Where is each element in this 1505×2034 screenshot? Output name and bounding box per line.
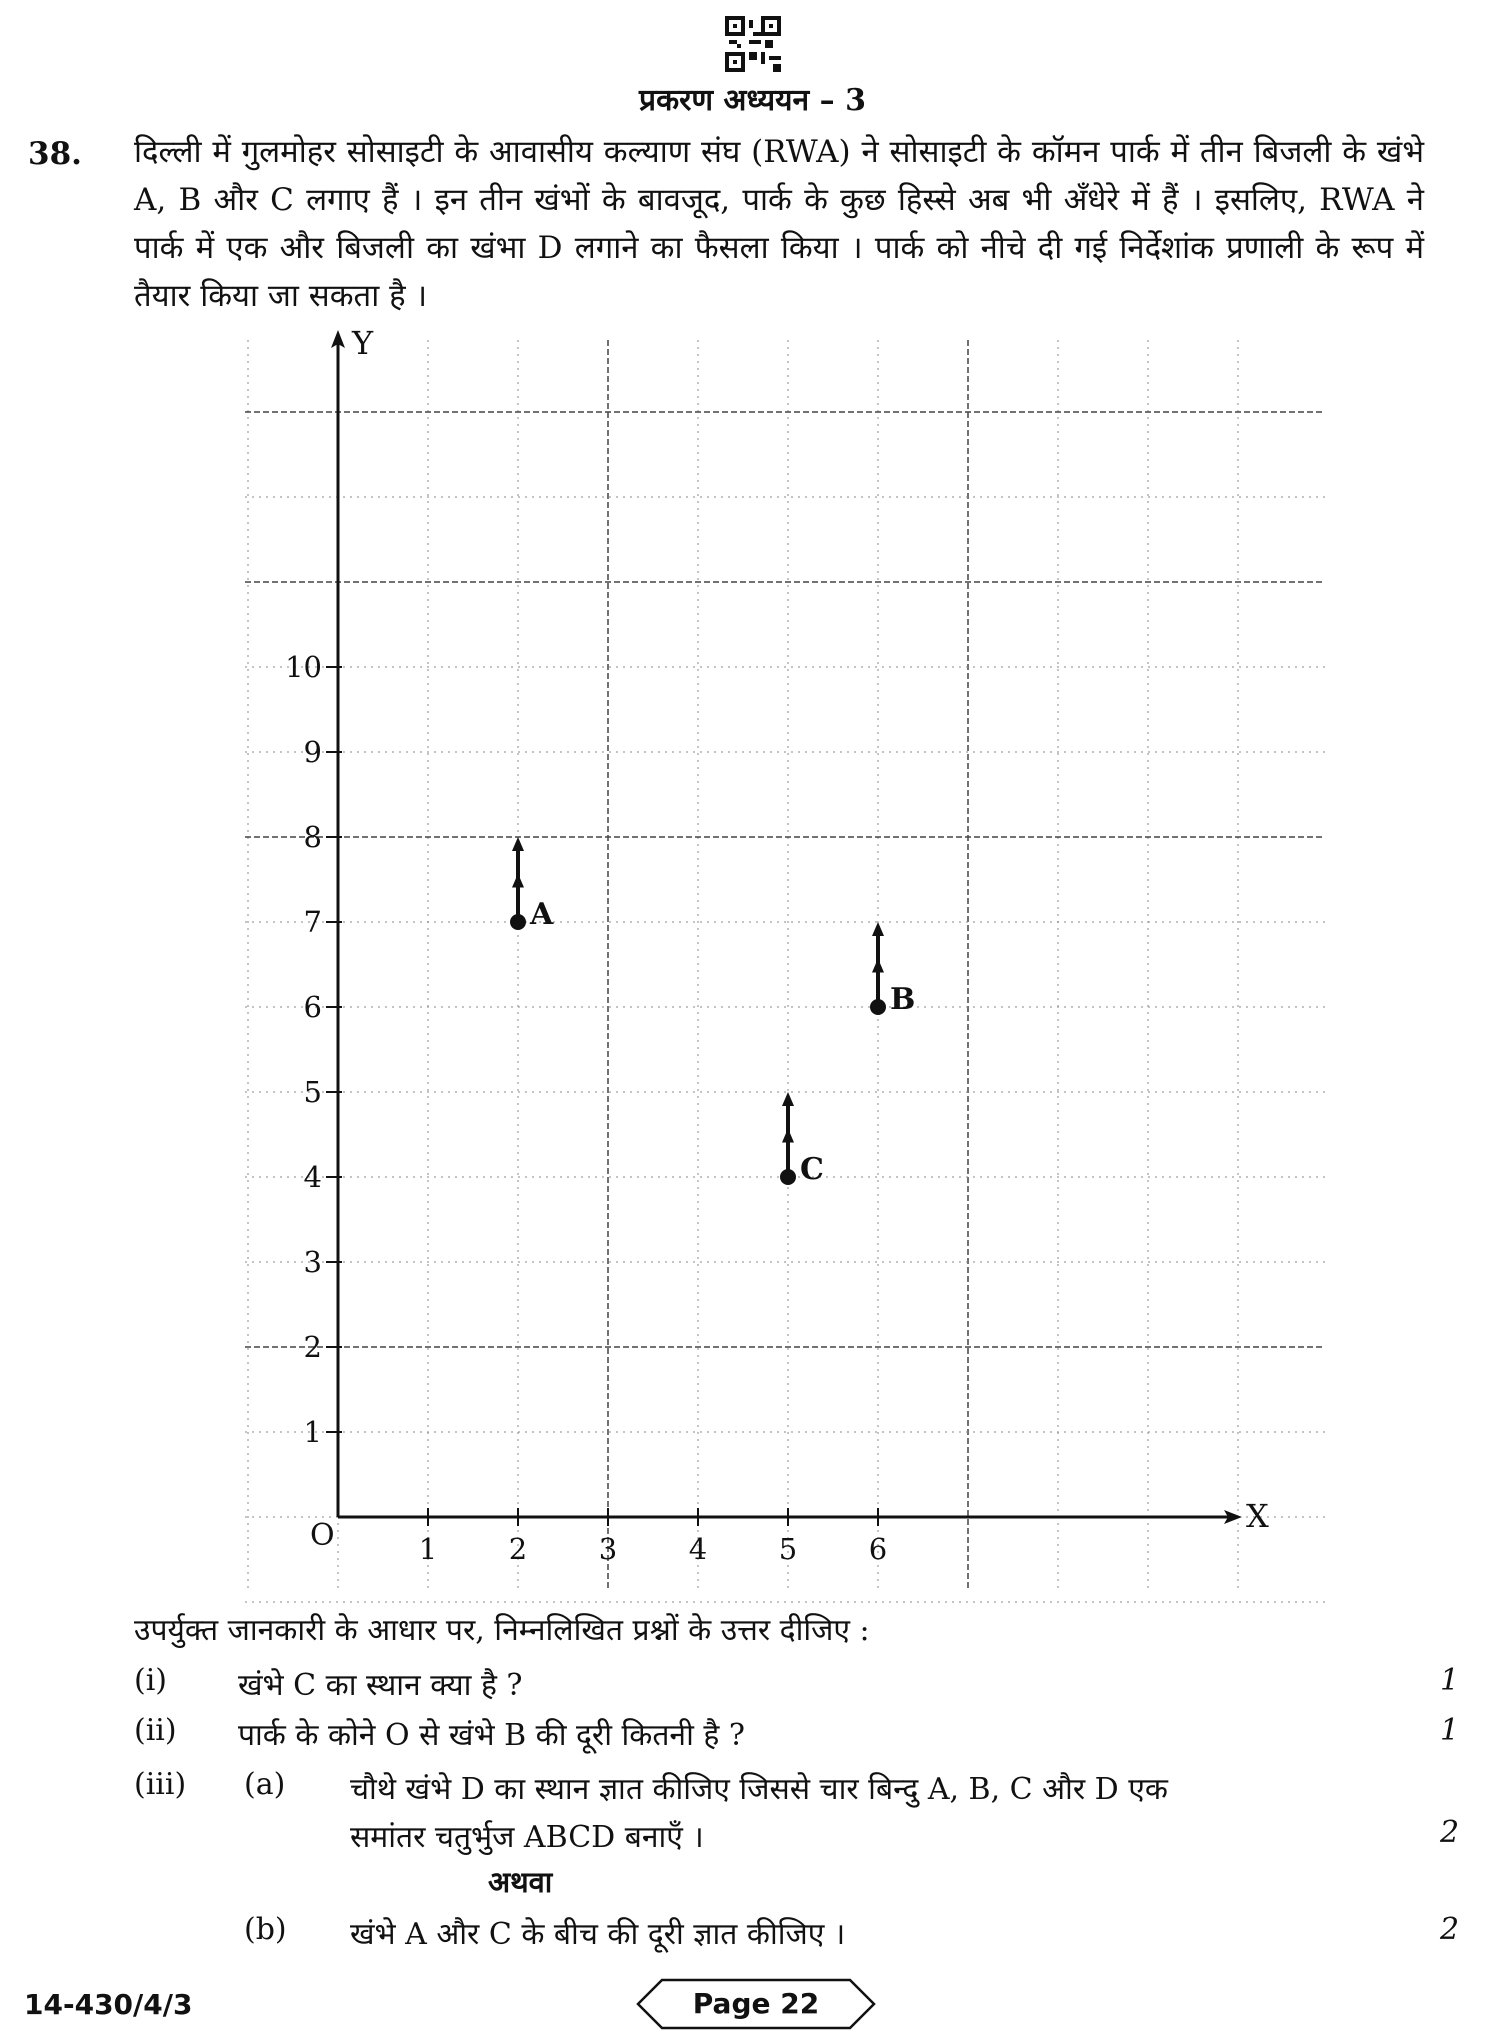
y-tick-label: 9 [303, 735, 322, 769]
marks-part-iii-a: 2 [1440, 1815, 1460, 1850]
x-tick-label: 6 [868, 1532, 888, 1566]
part-text: खंभे A और C के बीच की दूरी ज्ञात कीजिए । [350, 1917, 846, 1952]
graph-ticks [285, 650, 887, 1566]
x-tick-label: 2 [508, 1532, 528, 1566]
y-tick-label: 3 [303, 1245, 322, 1279]
part-text: पार्क के कोने O से खंभे B की दूरी कितनी है ? [238, 1718, 745, 1753]
part-text: चौथे खंभे D का स्थान ज्ञात कीजिए जिससे चार बिन्दु A, B, C और D एक [350, 1772, 1168, 1807]
pole-arrow-icon [512, 874, 524, 888]
paper-code: 14-430/4/3 [24, 1988, 193, 2021]
pole-arrow-icon [872, 959, 884, 973]
graph-grid [245, 340, 1325, 1602]
x-axis-label: X [1246, 1497, 1269, 1535]
point-label: B [890, 982, 916, 1017]
question-number: 38. [28, 136, 82, 172]
marks-part-i: 1 [1440, 1663, 1460, 1698]
question-intro: दिल्ली में गुलमोहर सोसाइटी के आवासीय कल्याण संघ (RWA) ने सोसाइटी के कॉमन पार्क में तीन बिजली के खंभे A, B और C लगाए हैं । इन तीन खंभों के बावजूद, पार्क के कुछ हिस्से अब भी अँधेरे में हैं । इसलिए, RWA ने पार्क में एक और बिजली का खंभा D लगाने का फैसला किया । पार्क को नीचे दी गई निर्देशांक प्रणाली के रूप में तैयार किया जा सकता है । [134, 134, 1424, 314]
y-tick-label: 6 [303, 990, 322, 1024]
point-label: A [530, 897, 554, 932]
marks-part-iii-b: 2 [1440, 1912, 1460, 1947]
graph-points [510, 837, 915, 1187]
question-prompt: उपर्युक्त जानकारी के आधार पर, निम्नलिखित प्रश्नों के उत्तर दीजिए : [134, 1613, 870, 1648]
sub-part-label: (a) [244, 1767, 286, 1802]
point-marker [780, 1169, 796, 1185]
origin-label: O [310, 1518, 335, 1553]
part-text: खंभे C का स्थान क्या है ? [238, 1668, 523, 1703]
pole-arrow-icon [782, 1129, 794, 1143]
x-tick-label: 3 [598, 1532, 618, 1566]
point-label: C [800, 1152, 824, 1187]
marks-part-ii: 1 [1440, 1713, 1460, 1748]
y-tick-label: 1 [303, 1415, 322, 1449]
point-marker [870, 999, 886, 1015]
sub-part-label: (b) [244, 1912, 287, 1947]
light-pole-c [780, 1092, 824, 1187]
y-tick-label: 8 [303, 820, 322, 854]
case-study-title: प्रकरण अध्ययन – 3 [639, 83, 866, 118]
pole-arrow-icon [512, 837, 524, 851]
part-text-continued: समांतर चतुर्भुज ABCD बनाएँ । [350, 1820, 704, 1855]
light-pole-b [870, 922, 915, 1017]
y-axis-label: Y [352, 330, 374, 362]
x-tick-label: 4 [688, 1532, 708, 1566]
pole-arrow-icon [782, 1092, 794, 1106]
y-tick-label: 4 [303, 1160, 322, 1194]
y-tick-label: 7 [303, 905, 322, 939]
y-tick-label: 10 [285, 650, 322, 684]
graph-axes [310, 330, 1269, 1553]
x-tick-label: 5 [778, 1532, 798, 1566]
y-tick-label: 2 [303, 1330, 322, 1364]
or-label: अथवा [488, 1865, 553, 1899]
pole-arrow-icon [872, 922, 884, 936]
light-pole-a [510, 837, 554, 932]
page-number: Page 22 [692, 1987, 820, 2020]
coordinate-graph [220, 330, 1340, 1610]
qr-code-icon [725, 16, 781, 72]
x-tick-label: 1 [418, 1532, 438, 1566]
part-label: (ii) [134, 1713, 177, 1748]
y-tick-label: 5 [303, 1075, 322, 1109]
part-label: (iii) [134, 1767, 187, 1802]
point-marker [510, 914, 526, 930]
part-label: (i) [134, 1663, 168, 1698]
